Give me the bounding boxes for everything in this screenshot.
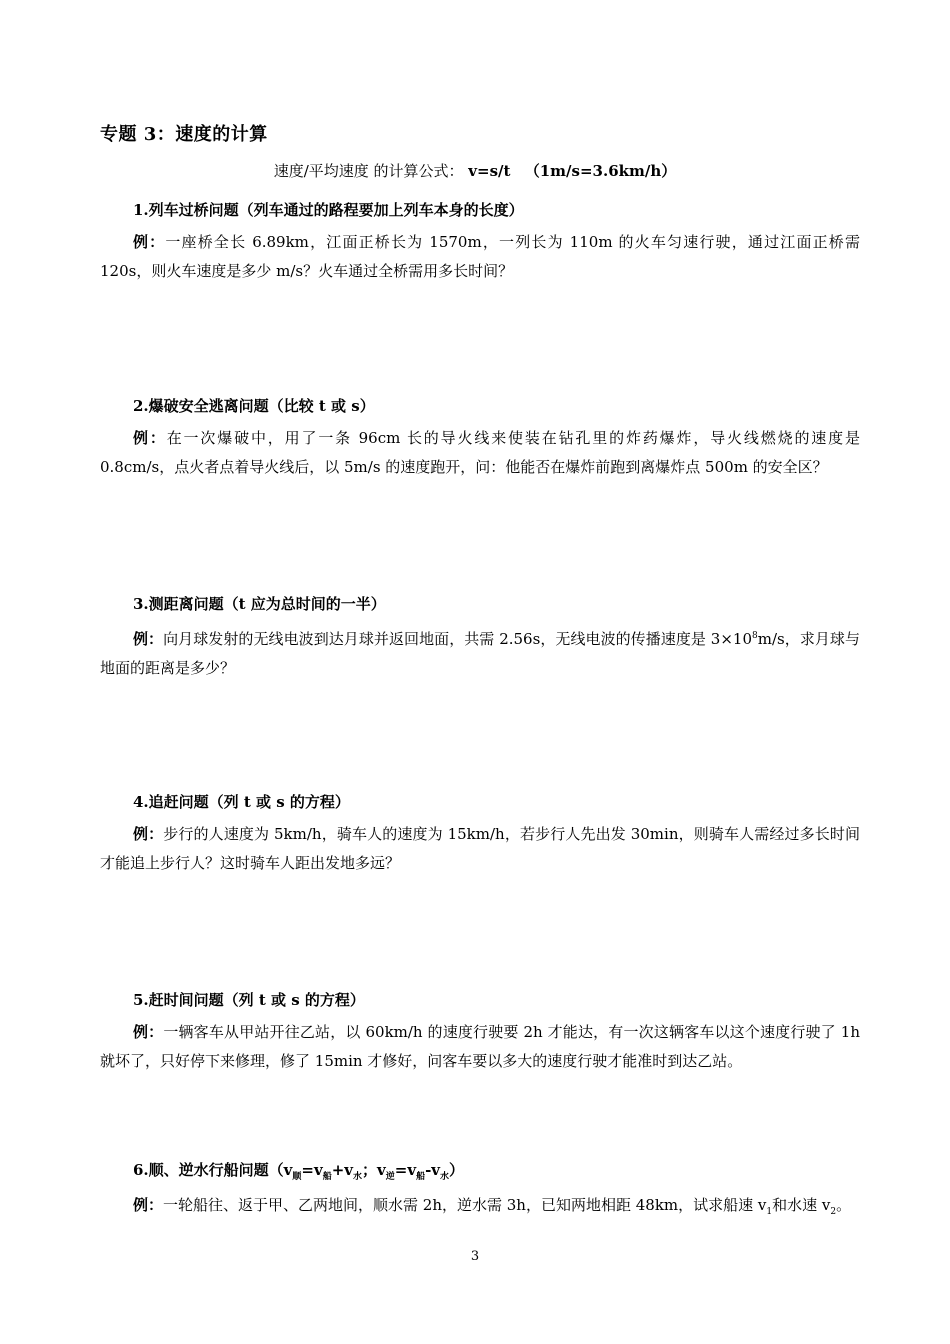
section-example — [100, 228, 860, 286]
heading-text: =v — [394, 1161, 417, 1179]
subscript: 逆 — [385, 1172, 395, 1182]
section-4 — [100, 790, 860, 878]
example-label: 例： — [133, 429, 167, 447]
example-label: 例： — [133, 825, 164, 843]
section-example — [100, 424, 860, 482]
section-heading — [133, 1158, 860, 1189]
example-label: 例： — [133, 630, 164, 648]
example-text-end: 。 — [836, 1196, 852, 1214]
section-example — [100, 820, 860, 878]
example-text: 步行的人速度为 5km/h，骑车人的速度为 15km/h，若步行人先出发 30min，则骑车人需经过多长时间才能追上步行人？这时骑车人距出发地多远？ — [100, 825, 860, 872]
section-heading: 4.追赶问题（列 t 或 s 的方程） — [133, 793, 350, 811]
page-title: 专题 3：速度的计算 — [100, 124, 268, 145]
section-6 — [100, 1158, 860, 1227]
example-text: 一辆客车从甲站开往乙站，以 60km/h 的速度行驶要 2h 才能达，有一次这辆客车以这个速度行驶了 1h 就坏了，只好停下来修理，修了 15min 才修好，问客车要以多大的速度行驶才能准时到达乙站。 — [100, 1023, 860, 1070]
heading-text: ） — [449, 1161, 465, 1179]
section-5 — [100, 988, 860, 1076]
subscript: 2 — [830, 1207, 837, 1217]
section-1 — [100, 198, 860, 286]
heading-text: v — [283, 1161, 293, 1179]
section-3 — [100, 592, 860, 683]
heading-text: -v — [425, 1161, 441, 1179]
section-heading: 2.爆破安全逃离问题（比较 t 或 s） — [133, 397, 375, 415]
section-example — [100, 1018, 860, 1076]
subscript: 船 — [416, 1172, 426, 1182]
section-example — [100, 622, 860, 683]
section-heading: 5.赶时间问题（列 t 或 s 的方程） — [133, 991, 365, 1009]
heading-text: +v — [331, 1161, 354, 1179]
example-text: 一座桥全长 6.89km，江面正桥长为 1570m，一列长为 110m 的火车匀速行驶，通过江面正桥需 120s，则火车速度是多少 m/s？火车通过全桥需用多长时间？ — [100, 233, 860, 280]
subscript: 水 — [353, 1172, 363, 1182]
subscript: 船 — [322, 1172, 332, 1182]
heading-text: =v — [301, 1161, 323, 1179]
example-text-cont: 和水速 v — [772, 1196, 831, 1214]
section-example — [100, 1191, 860, 1227]
section-2 — [100, 394, 860, 482]
formula-label: 速度/平均速度 的计算公式： — [273, 162, 464, 180]
heading-text: ；v — [362, 1161, 386, 1179]
example-text: 在一次爆破中，用了一条 96cm 长的导火线来使装在钻孔里的炸药爆炸，导火线燃烧的速度是 0.8cm/s，点火者点着导火线后，以 5m/s 的速度跑开，问：他能否在爆炸前跑到离爆炸点 500m 的安全区？ — [100, 429, 860, 476]
formula-equation: v=s/t — [468, 162, 511, 180]
example-label: 例： — [133, 233, 166, 251]
example-label: 例： — [133, 1023, 164, 1041]
example-text: 向月球发射的无线电波到达月球并返回地面，共需 2.56s，无线电波的传播速度是 3×10 — [163, 630, 752, 648]
subscript: 水 — [440, 1172, 450, 1182]
section-heading: 1.列车过桥问题（列车通过的路程要加上列车本身的长度） — [133, 201, 524, 219]
formula-conversion: （1m/s=3.6km/h） — [524, 162, 677, 180]
exponent: 8 — [752, 631, 758, 641]
section-heading: 3.测距离问题（t 应为总时间的一半） — [133, 595, 386, 613]
page-number: 3 — [470, 1249, 480, 1264]
example-text: 一轮船往、返于甲、乙两地间，顺水需 2h，逆水需 3h，已知两地相距 48km，试求船速 v — [163, 1196, 767, 1214]
subscript: 顺 — [292, 1172, 302, 1182]
subscript: 1 — [766, 1207, 773, 1217]
example-text-cont: m/s，求月球与地面的距离是多少？ — [100, 630, 860, 677]
example-label: 例： — [133, 1196, 164, 1214]
formula-line — [0, 160, 950, 181]
heading-text: 6.顺、逆水行船问题（ — [133, 1161, 284, 1179]
